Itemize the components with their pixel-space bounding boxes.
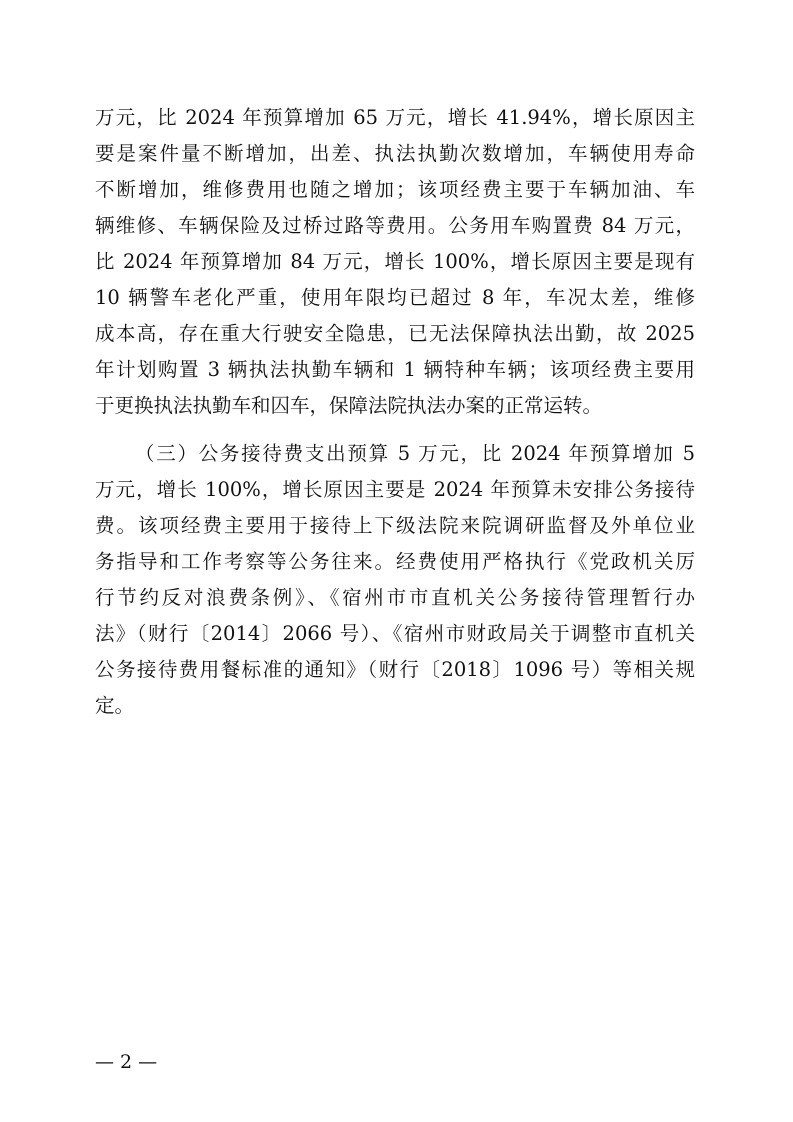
body-text-line: 万元，增长 100%，增长原因主要是 2024 年预算未安排公务接待 (95, 478, 695, 501)
body-text-line: 10 辆警车老化严重，使用年限均已超过 8 年，车况太差，维修 (95, 286, 695, 309)
section-heading-line: （三）公务接待费支出预算 5 万元，比 2024 年预算增加 5 (135, 442, 695, 465)
body-text-line: 不断增加，维修费用也随之增加；该项经费主要于车辆加油、车 (95, 178, 695, 201)
body-text-line: 年计划购置 3 辆执法执勤车辆和 1 辆特种车辆；该项经费主要用 (95, 358, 695, 381)
body-text-line: 费。该项经费主要用于接待上下级法院来院调研监督及外单位业 (95, 514, 695, 537)
body-text-line: 辆维修、车辆保险及过桥过路等费用。公务用车购置费 84 万元， (95, 214, 695, 237)
body-text-line: 要是案件量不断增加，出差、执法执勤次数增加，车辆使用寿命 (95, 142, 695, 165)
page-number: — 2 — (95, 1051, 158, 1073)
body-text-line: 于更换执法执勤车和囚车，保障法院执法办案的正常运转。 (95, 394, 603, 417)
body-text-line: 务指导和工作考察等公务往来。经费使用严格执行《党政机关厉 (95, 550, 695, 573)
body-text-line: 法》（财行〔2014〕2066 号）、《宿州市财政局关于调整市直机关 (95, 622, 695, 645)
body-text-line: 比 2024 年预算增加 84 万元，增长 100%，增长原因主要是现有 (95, 250, 695, 273)
body-text-line: 公务接待费用餐标准的通知》（财行〔2018〕1096 号）等相关规 (95, 658, 695, 681)
body-text-line: 万元，比 2024 年预算增加 65 万元，增长 41.94%，增长原因主 (95, 106, 695, 129)
body-text-line: 定。 (95, 694, 135, 717)
body-text-line: 成本高，存在重大行驶安全隐患，已无法保障执法出勤，故 2025 (95, 322, 695, 345)
body-text-line: 行节约反对浪费条例》、《宿州市市直机关公务接待管理暂行办 (95, 586, 695, 609)
